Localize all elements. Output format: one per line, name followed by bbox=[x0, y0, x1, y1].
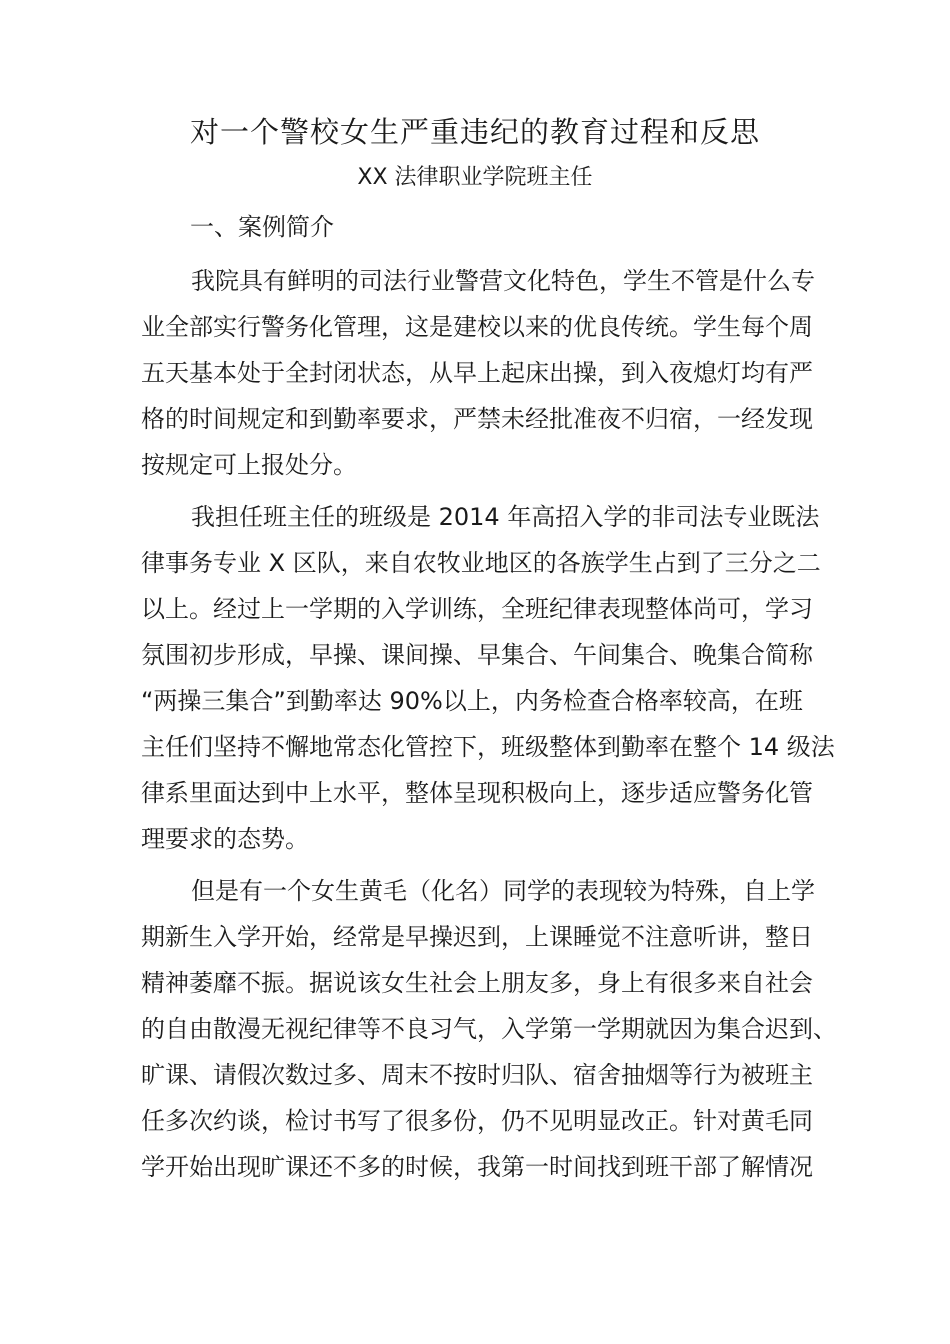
paragraph-line: 旷课、请假次数过多、周末不按时归队、宿舍抽烟等行为被班主 bbox=[141, 1061, 813, 1089]
paragraph-line: 但是有一个女生黄毛（化名）同学的表现较为特殊，自上学 bbox=[191, 877, 815, 905]
paragraph-line: 五天基本处于全封闭状态，从早上起床出操，到入夜熄灯均有严 bbox=[141, 359, 813, 387]
paragraph-2 bbox=[141, 494, 841, 862]
document-title: 对一个警校女生严重违纪的教育过程和反思 bbox=[189, 115, 760, 149]
paragraph-1 bbox=[141, 258, 841, 488]
paragraph-line: 业全部实行警务化管理，这是建校以来的优良传统。学生每个周 bbox=[141, 313, 813, 341]
paragraph-line: 期新生入学开始，经常是早操迟到，上课睡觉不注意听讲，整日 bbox=[141, 923, 813, 951]
document-subtitle: XX 法律职业学院班主任 bbox=[357, 165, 593, 190]
paragraph-line: 精神萎靡不振。据说该女生社会上朋友多，身上有很多来自社会 bbox=[141, 969, 813, 997]
document-body bbox=[141, 258, 841, 1196]
paragraph-line: 主任们坚持不懈地常态化管控下，班级整体到勤率在整个 14 级法 bbox=[141, 733, 835, 761]
paragraph-line: 的自由散漫无视纪律等不良习气，入学第一学期就因为集合迟到、 bbox=[141, 1015, 837, 1043]
section-heading: 一、案例简介 bbox=[190, 213, 334, 241]
paragraph-line: 理要求的态势。 bbox=[141, 825, 309, 853]
paragraph-line: 以上。经过上一学期的入学训练，全班纪律表现整体尚可，学习 bbox=[141, 595, 813, 623]
paragraph-line: 任多次约谈，检讨书写了很多份，仍不见明显改正。针对黄毛同 bbox=[141, 1107, 813, 1135]
paragraph-line: 我院具有鲜明的司法行业警营文化特色，学生不管是什么专 bbox=[191, 267, 815, 295]
paragraph-line: 学开始出现旷课还不多的时候，我第一时间找到班干部了解情况 bbox=[141, 1153, 813, 1181]
paragraph-line: 律事务专业 X 区队，来自农牧业地区的各族学生占到了三分之二 bbox=[141, 549, 821, 577]
paragraph-3 bbox=[141, 868, 841, 1190]
paragraph-line: 律系里面达到中上水平，整体呈现积极向上，逐步适应警务化管 bbox=[141, 779, 813, 807]
paragraph-line: “两操三集合”到勤率达 90%以上，内务检查合格率较高，在班 bbox=[141, 687, 803, 715]
paragraph-line: 格的时间规定和到勤率要求，严禁未经批准夜不归宿，一经发现 bbox=[141, 405, 813, 433]
paragraph-line: 氛围初步形成，早操、课间操、早集合、午间集合、晚集合简称 bbox=[141, 641, 813, 669]
paragraph-line: 按规定可上报处分。 bbox=[141, 451, 357, 479]
paragraph-line: 我担任班主任的班级是 2014 年高招入学的非司法专业既法 bbox=[191, 503, 820, 531]
